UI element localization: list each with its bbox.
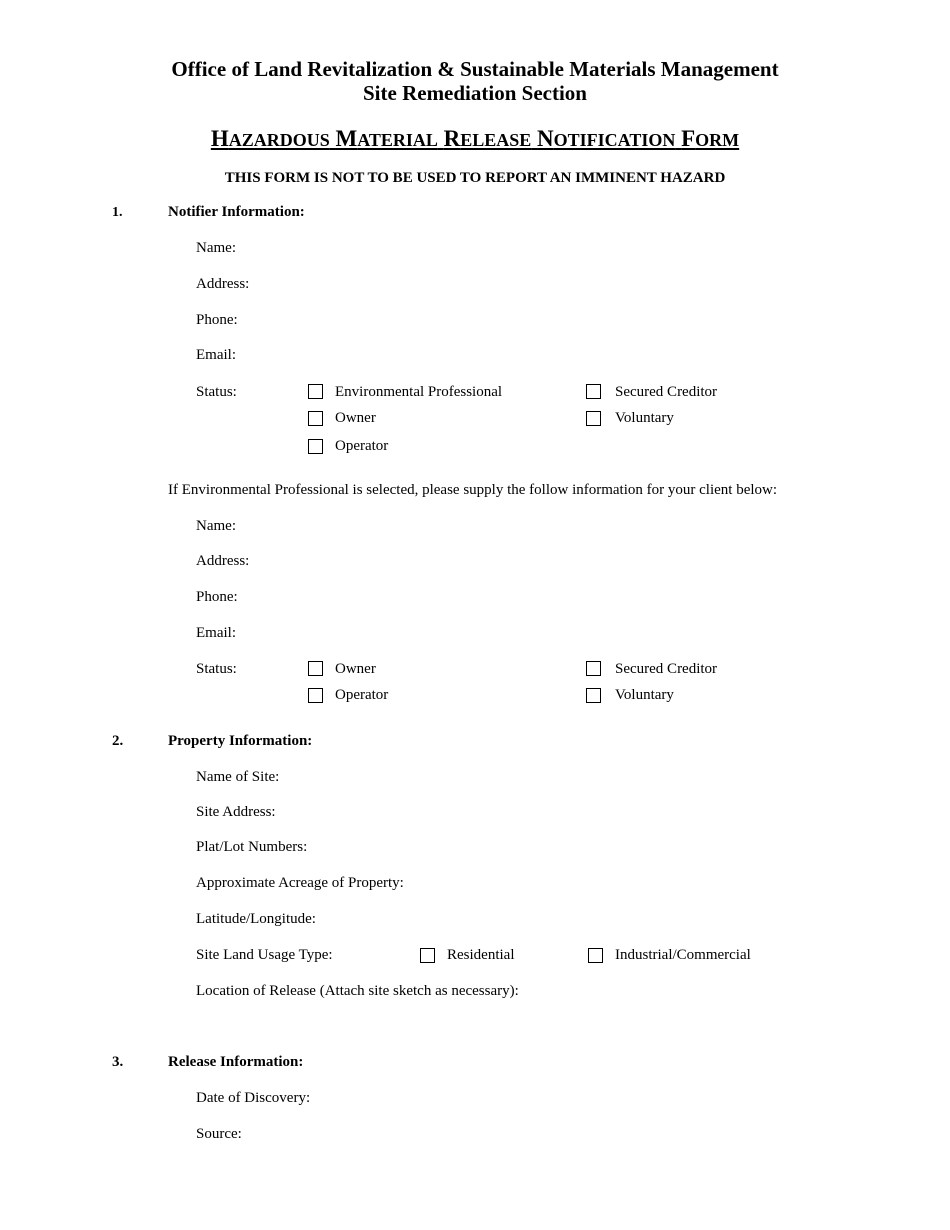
discovery-date-label: Date of Discovery: bbox=[196, 1090, 311, 1106]
client-owner-label: Owner bbox=[335, 661, 376, 677]
secured-creditor-checkbox[interactable] bbox=[586, 384, 601, 399]
client-info-note: If Environmental Professional is selected, please supply the follow information for your client below: bbox=[168, 482, 778, 498]
site-address-label: Site Address: bbox=[196, 804, 276, 820]
industrial-commercial-checkbox[interactable] bbox=[588, 948, 603, 963]
client-secured-creditor-label: Secured Creditor bbox=[615, 661, 718, 677]
lat-long-label: Latitude/Longitude: bbox=[196, 911, 316, 927]
notifier-email-label: Email: bbox=[196, 347, 236, 363]
notifier-status-label: Status: bbox=[196, 384, 237, 400]
office-name: Office of Land Revitalization & Sustainable Materials Management bbox=[171, 57, 779, 81]
client-phone-label: Phone: bbox=[196, 589, 238, 605]
industrial-commercial-label: Industrial/Commercial bbox=[615, 947, 751, 963]
section-name: Site Remediation Section bbox=[363, 81, 587, 105]
section-3-number: 3. bbox=[112, 1054, 124, 1070]
source-label: Source: bbox=[196, 1126, 242, 1142]
section-1-number: 1. bbox=[112, 205, 123, 220]
notifier-phone-label: Phone: bbox=[196, 312, 238, 328]
secured-creditor-label: Secured Creditor bbox=[615, 384, 718, 400]
section-1-title: Notifier Information: bbox=[168, 204, 305, 220]
owner-checkbox[interactable] bbox=[308, 411, 323, 426]
client-owner-checkbox[interactable] bbox=[308, 661, 323, 676]
client-operator-checkbox[interactable] bbox=[308, 688, 323, 703]
section-2-title: Property Information: bbox=[168, 733, 313, 749]
acreage-label: Approximate Acreage of Property: bbox=[196, 875, 404, 891]
notifier-address-label: Address: bbox=[196, 276, 250, 292]
land-usage-label: Site Land Usage Type: bbox=[196, 947, 333, 963]
plat-lot-label: Plat/Lot Numbers: bbox=[196, 839, 308, 855]
voluntary-label: Voluntary bbox=[615, 410, 674, 426]
client-operator-label: Operator bbox=[335, 687, 389, 703]
operator-checkbox[interactable] bbox=[308, 439, 323, 454]
client-address-label: Address: bbox=[196, 553, 250, 569]
release-location-label: Location of Release (Attach site sketch as necessary): bbox=[196, 983, 519, 999]
client-email-label: Email: bbox=[196, 625, 236, 641]
section-2-number: 2. bbox=[112, 733, 124, 749]
env-professional-label: Environmental Professional bbox=[335, 384, 503, 400]
residential-checkbox[interactable] bbox=[420, 948, 435, 963]
operator-label: Operator bbox=[335, 438, 389, 454]
form-title: HAZARDOUS MATERIAL RELEASE NOTIFICATION FORM bbox=[210, 126, 740, 151]
residential-label: Residential bbox=[447, 947, 515, 963]
client-name-label: Name: bbox=[196, 518, 236, 534]
notifier-name-label: Name: bbox=[196, 240, 236, 256]
client-voluntary-checkbox[interactable] bbox=[586, 688, 601, 703]
client-secured-creditor-checkbox[interactable] bbox=[586, 661, 601, 676]
site-name-label: Name of Site: bbox=[196, 769, 280, 785]
section-3-title: Release Information: bbox=[168, 1054, 304, 1070]
client-status-label: Status: bbox=[196, 661, 237, 677]
voluntary-checkbox[interactable] bbox=[586, 411, 601, 426]
imminent-hazard-warning: THIS FORM IS NOT TO BE USED TO REPORT AN IMMINENT HAZARD bbox=[224, 170, 726, 186]
env-professional-checkbox[interactable] bbox=[308, 384, 323, 399]
owner-label: Owner bbox=[335, 410, 376, 426]
client-voluntary-label: Voluntary bbox=[615, 687, 674, 703]
